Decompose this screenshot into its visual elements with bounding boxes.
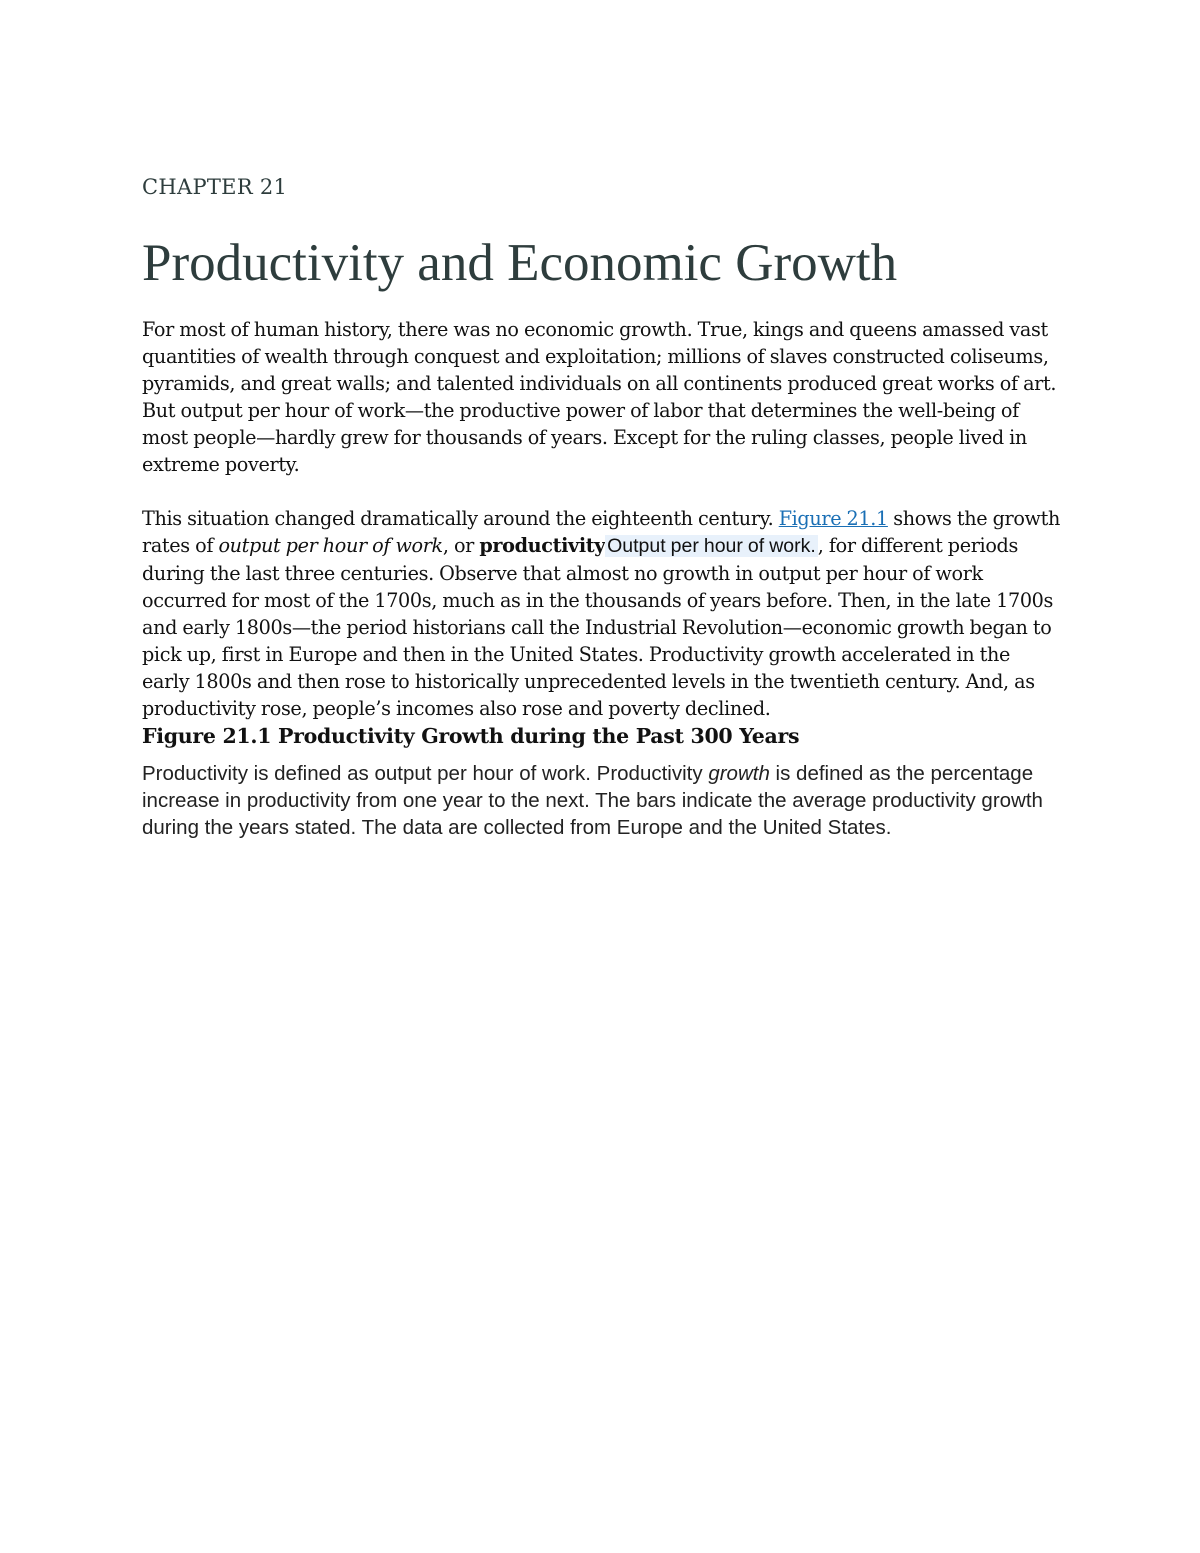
paragraph-text: , for different periods during the last three centuries. Observe that almost no growth in output per hour of work occurred for most of the 1700s, much as in the thousands of years before. Then, in the late 1700s and early 1800s—the period historians call the Industrial Revolution—economic growth began to pick up, first in Europe and then in the United States. Productivity growth accelerated in the early 1800s and then rose to historically unprecedented levels in the twentieth century. And, as productivity rose, people’s incomes also rose and poverty declined. (142, 534, 1054, 720)
caption-emphasis-growth: growth (708, 762, 770, 785)
chapter-label: CHAPTER 21 (142, 175, 288, 199)
glossary-term-productivity[interactable]: productivity (479, 534, 606, 557)
figure-title: Figure 21.1 Productivity Growth during the Past 300 Years (142, 724, 800, 748)
emphasis-output-per-hour: output per hour of work (218, 534, 443, 557)
paragraph-intro: For most of human history, there was no economic growth. True, kings and queens amassed vast quantities of wealth through conquest and exploitation; millions of slaves constructed coliseums, pyramids, and great walls; and talented individuals on all continents produced great works of art. But output per hour of work—the productive power of labor that determines the well-being of most people—hardly grew for thousands of years. Except for the ruling classes, people lived in extreme poverty. (142, 318, 1057, 476)
paragraph-industrial-revolution (142, 505, 1062, 722)
figure-21-1-link[interactable]: Figure 21.1 (778, 507, 888, 530)
paragraph-text: shows the growth rates of (142, 507, 1060, 557)
chapter-title: Productivity and Economic Growth (142, 234, 898, 292)
paragraph-text: , or (442, 534, 480, 557)
figure-caption (142, 760, 1062, 841)
paragraph-text: This situation changed dramatically around the eighteenth century. (142, 507, 779, 530)
caption-text: Productivity is defined as output per hour of work. Productivity (142, 762, 709, 785)
page-content (142, 172, 1062, 841)
caption-text: is defined as the percentage increase in productivity from one year to the next. The bars indicate the average productivity growth during the years stated. The data are collected from Europe and the United States. (142, 762, 1043, 839)
glossary-definition: Output per hour of work. (607, 535, 816, 557)
